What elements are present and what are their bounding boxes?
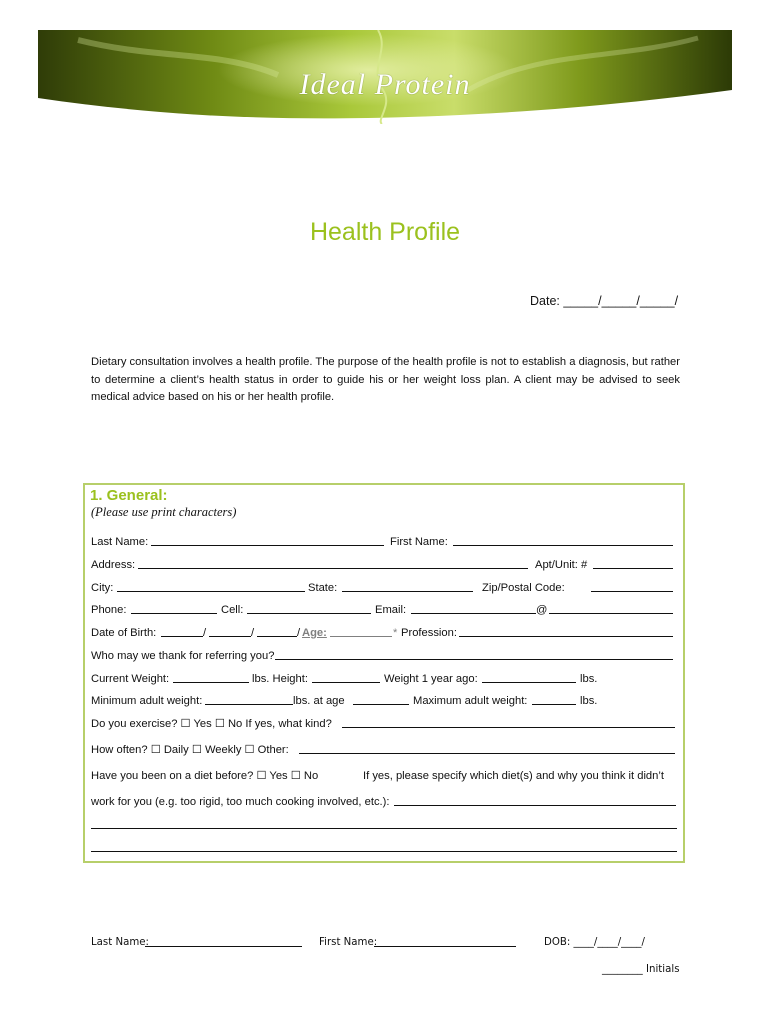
age-field[interactable] [330, 625, 392, 637]
diet-specify-text: If yes, please specify which diet(s) and why you think it didn’t [363, 770, 664, 782]
referral-row [91, 648, 677, 664]
dob-separator: / [251, 627, 255, 639]
email-domain-field[interactable] [549, 602, 673, 614]
frequency-row [91, 742, 677, 758]
diet-row [91, 768, 677, 784]
diet-notes-line[interactable] [91, 851, 677, 852]
contact-row [91, 602, 677, 618]
height-label: lbs. Height: [252, 673, 308, 685]
diet-notes-line[interactable] [91, 828, 677, 829]
apt-unit-label: Apt/Unit: # [535, 559, 588, 571]
frequency-question[interactable]: How often? ☐ Daily ☐ Weekly ☐ Other: [91, 744, 289, 756]
footer-row [91, 935, 691, 951]
age-asterisk: * [393, 627, 398, 639]
dob-row [91, 625, 677, 641]
logo-wordmark: Ideal Protein [299, 68, 471, 101]
apt-unit-field[interactable] [593, 557, 673, 569]
dob-month-field[interactable] [161, 625, 203, 637]
name-row [91, 534, 677, 550]
cell-label: Cell: [221, 604, 244, 616]
exercise-question[interactable]: Do you exercise? ☐ Yes ☐ No If yes, what kind? [91, 718, 332, 730]
phone-label: Phone: [91, 604, 127, 616]
address-field[interactable] [138, 557, 528, 569]
adult-weight-row [91, 693, 677, 709]
dob-year-field[interactable] [257, 625, 297, 637]
diet-work-label: work for you (e.g. too rigid, too much cooking involved, etc.): [91, 796, 390, 808]
profession-label: Profession: [401, 627, 457, 639]
exercise-kind-field[interactable] [342, 716, 675, 728]
dob-label: Date of Birth: [91, 627, 157, 639]
age-label: Age: [302, 627, 327, 639]
referral-field[interactable] [275, 648, 673, 660]
first-name-label: First Name: [390, 536, 448, 548]
weight-1yr-label: Weight 1 year ago: [384, 673, 478, 685]
dob-day-field[interactable] [209, 625, 251, 637]
frequency-other-field[interactable] [299, 742, 675, 754]
email-at-sign: @ [536, 604, 548, 616]
diet-work-field[interactable] [394, 794, 676, 806]
exercise-row [91, 716, 677, 732]
email-user-field[interactable] [411, 602, 536, 614]
zip-field[interactable] [591, 580, 673, 592]
city-row [91, 580, 677, 596]
initials-label: Initials [646, 964, 680, 975]
min-weight-age-field[interactable] [353, 693, 409, 705]
weight-1yr-field[interactable] [482, 671, 576, 683]
min-weight-field[interactable] [205, 693, 293, 705]
initials-row [602, 964, 680, 975]
section-heading: 1. General: [90, 487, 168, 504]
weight-row [91, 671, 677, 687]
section-subheading: (Please use print characters) [91, 505, 237, 519]
state-field[interactable] [342, 580, 473, 592]
current-weight-label: Current Weight: [91, 673, 170, 685]
lbs-unit: lbs. [580, 673, 598, 685]
dob-separator: / [203, 627, 207, 639]
footer-first-name-field[interactable] [374, 935, 516, 947]
page-title: Health Profile [309, 218, 461, 246]
last-name-field[interactable] [151, 534, 384, 546]
state-label: State: [308, 582, 338, 594]
max-weight-label: Maximum adult weight: [413, 695, 528, 707]
intro-paragraph: Dietary consultation involves a health profile. The purpose of the health profile is not to establish a diagnosis, but rather to determine a client’s health status in order to guide his or her weight loss plan. A client may be advised to seek medical advice based on his or her health profile. [91, 356, 680, 403]
header-banner [38, 30, 732, 124]
initials-field[interactable]: ________ [602, 964, 643, 975]
address-row [91, 557, 677, 573]
email-label: Email: [375, 604, 407, 616]
height-field[interactable] [312, 671, 380, 683]
footer-last-name-label: Last Name: [91, 937, 149, 948]
footer-last-name-field[interactable] [145, 935, 302, 947]
diet-question[interactable]: Have you been on a diet before? ☐ Yes ☐ No [91, 770, 319, 782]
dob-separator: / [297, 627, 301, 639]
profession-field[interactable] [459, 625, 673, 637]
city-label: City: [91, 582, 114, 594]
address-label: Address: [91, 559, 136, 571]
lbs-unit: lbs. [580, 695, 598, 707]
first-name-field[interactable] [453, 534, 673, 546]
referral-label: Who may we thank for referring you? [91, 650, 275, 662]
footer-dob-field[interactable]: DOB: ____/____/____/ [544, 937, 645, 948]
at-age-label: lbs. at age [293, 695, 345, 707]
zip-label: Zip/Postal Code: [482, 582, 565, 594]
diet-work-row [91, 794, 677, 810]
last-name-label: Last Name: [91, 536, 149, 548]
min-weight-label: Minimum adult weight: [91, 695, 203, 707]
current-weight-field[interactable] [173, 671, 249, 683]
cell-field[interactable] [247, 602, 371, 614]
date-field[interactable]: Date: _____/_____/_____/ [530, 294, 679, 308]
footer-first-name-label: First Name: [319, 937, 378, 948]
city-field[interactable] [117, 580, 305, 592]
max-weight-field[interactable] [532, 693, 576, 705]
phone-field[interactable] [131, 602, 217, 614]
